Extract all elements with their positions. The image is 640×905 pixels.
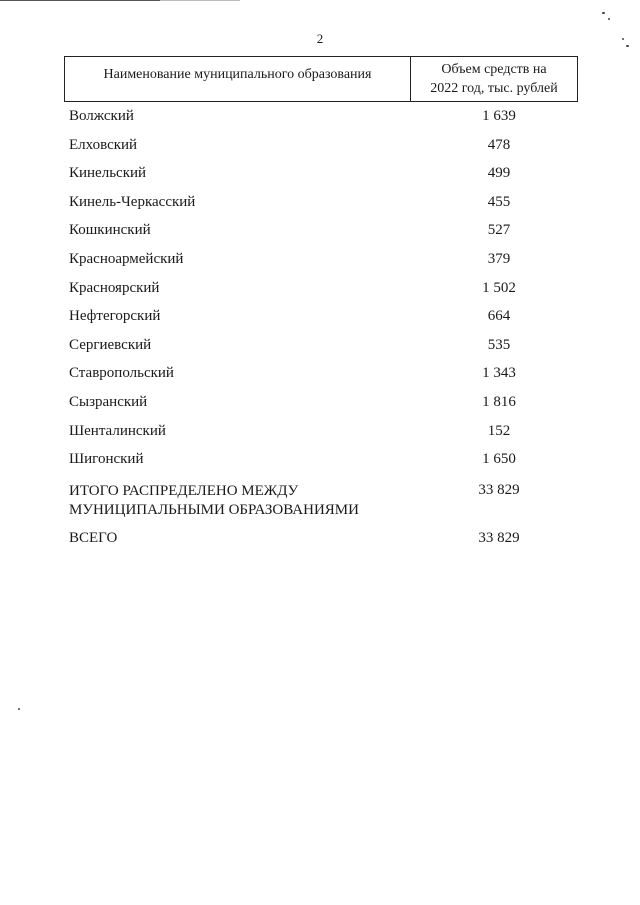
page-number: 2 <box>316 31 324 46</box>
table-row <box>69 337 589 366</box>
table-header <box>64 56 578 102</box>
speck <box>602 12 605 14</box>
table-row <box>69 194 589 223</box>
municipality-name: Шигонский <box>69 451 144 468</box>
municipality-name: Елховский <box>69 136 138 153</box>
municipality-value: 1 816 <box>482 393 516 410</box>
total-label: ВСЕГО <box>69 529 118 546</box>
subtotal-label-line2: МУНИЦИПАЛЬНЫМИ ОБРАЗОВАНИЯМИ <box>69 501 359 518</box>
municipality-name: Красноармейский <box>69 250 184 267</box>
subtotal-label <box>69 482 449 520</box>
table-row <box>69 251 589 280</box>
scan-artifact-line <box>160 0 240 1</box>
subtotal-label-line1: ИТОГО РАСПРЕДЕЛЕНО МЕЖДУ <box>69 482 299 499</box>
municipality-name: Шенталинский <box>69 422 166 439</box>
total-value: 33 829 <box>478 529 520 546</box>
municipality-value: 455 <box>487 193 511 210</box>
subtotal-value: 33 829 <box>478 481 520 498</box>
table-row <box>69 222 589 251</box>
header-volume-label <box>430 60 557 98</box>
municipality-value: 535 <box>487 336 511 353</box>
municipality-name: Сергиевский <box>69 336 152 353</box>
header-volume-column <box>411 57 577 101</box>
municipality-value: 1 343 <box>482 365 516 382</box>
municipality-value: 664 <box>487 308 511 325</box>
header-name-label: Наименование муниципального образования <box>103 67 372 82</box>
table-row <box>69 423 589 452</box>
municipality-name: Ставропольский <box>69 365 174 382</box>
table-row <box>69 394 589 423</box>
header-volume-line1: Объем средств на <box>441 62 547 77</box>
header-name-column <box>65 57 411 101</box>
table-body <box>69 108 589 558</box>
table-row <box>69 365 589 394</box>
municipality-value: 379 <box>487 250 511 267</box>
municipality-name: Нефтегорский <box>69 308 161 325</box>
municipality-value: 527 <box>487 222 511 239</box>
municipality-value: 152 <box>487 422 511 439</box>
speck <box>608 18 610 20</box>
scan-artifact-dot <box>18 708 20 710</box>
table-row <box>69 280 589 309</box>
table-row <box>69 108 589 137</box>
municipality-value: 1 639 <box>482 108 516 124</box>
municipality-name: Кошкинский <box>69 222 151 239</box>
municipality-value: 499 <box>487 165 511 182</box>
table-row <box>69 308 589 337</box>
total-row <box>69 530 589 559</box>
municipality-name: Кинельский <box>69 165 147 182</box>
table-row <box>69 451 589 480</box>
municipality-value: 1 650 <box>482 451 516 468</box>
municipality-name: Красноярский <box>69 279 160 296</box>
municipality-value: 1 502 <box>482 279 516 296</box>
scan-artifact-line <box>0 0 160 1</box>
table-row <box>69 165 589 194</box>
municipality-value: 478 <box>487 136 511 153</box>
municipality-name: Волжский <box>69 108 134 124</box>
subtotal-row <box>69 482 589 530</box>
municipality-name: Кинель-Черкасский <box>69 193 196 210</box>
table-row <box>69 137 589 166</box>
municipality-name: Сызранский <box>69 393 148 410</box>
header-volume-line2: 2022 год, тыс. рублей <box>430 81 558 96</box>
